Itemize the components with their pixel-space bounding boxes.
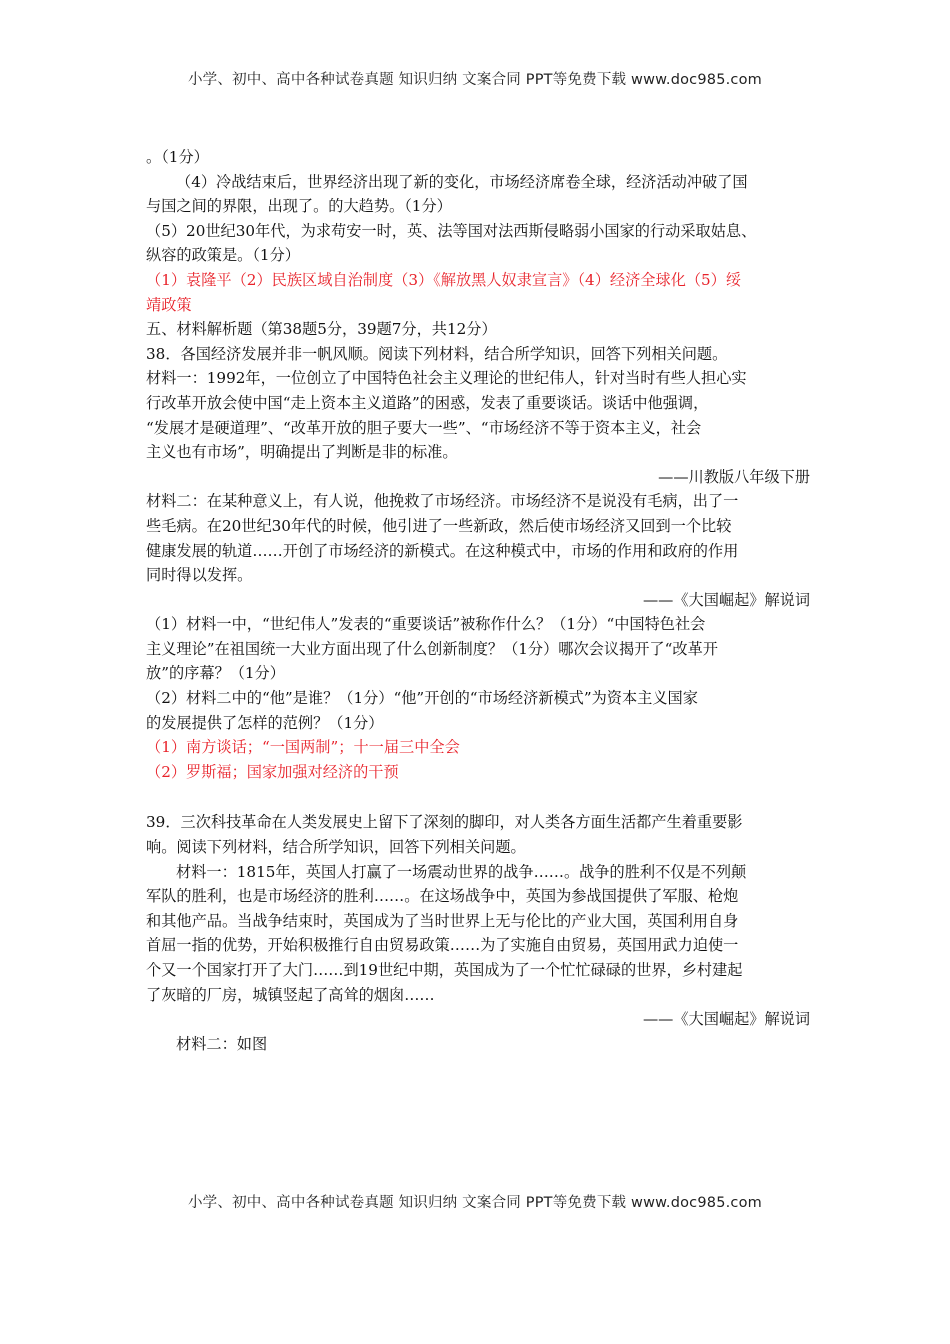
- material-two: 材料二：在某种意义上，有人说，他挽救了市场经济。市场经济不是说没有毛病，出了一: [146, 492, 739, 511]
- sub-question-2: （2）材料二中的“他”是谁？（1分）“他”开创的“市场经济新模式”为资本主义国家: [146, 689, 698, 708]
- question-5: （5）20世纪30年代，为求苟安一时，英、法等国对法西斯侵略弱小国家的行动采取姑息、: [146, 221, 757, 240]
- text-line: 。（1分）: [146, 148, 209, 166]
- text-line: 行改革开放会使中国“走上资本主义道路”的困惑，发表了重要谈话。谈话中他强调，: [146, 393, 709, 412]
- text-line: 放”的序幕？（1分）: [146, 664, 285, 683]
- question-39: 39．三次科技革命在人类发展史上留下了深刻的脚印，对人类各方面生活都产生着重要影: [146, 813, 743, 832]
- answer-line: （1）南方谈话；“一国两制”；十一届三中全会: [146, 738, 460, 757]
- text-line: “发展才是硬道理”、“改革开放的胆子要大一些”、“市场经济不等于资本主义，社会: [146, 418, 702, 437]
- page-header: 小学、初中、高中各种试卷真题 知识归纳 文案合同 PPT等免费下载 www.doc985.com: [187, 72, 763, 88]
- answer-line: （1）袁隆平（2）民族区域自治制度（3）《解放黑人奴隶宣言》（4）经济全球化（5）绥: [146, 270, 742, 289]
- text-line: 军队的胜利，也是市场经济的胜利……。在这场战争中，英国为参战国提供了军服、枪炮: [146, 887, 739, 906]
- section-heading: 五、材料解析题（第38题5分，39题7分，共12分）: [146, 320, 497, 339]
- text-line: 的发展提供了怎样的范例？（1分）: [146, 713, 384, 732]
- question-4: （4）冷战结束后，世界经济出现了新的变化，市场经济席卷全球，经济活动冲破了国: [176, 172, 748, 191]
- text-line: 健康发展的轨道……开创了市场经济的新模式。在这种模式中，市场的作用和政府的作用: [146, 541, 739, 560]
- text-line: 与国之间的界限，出现了。的大趋势。（1分）: [146, 197, 452, 216]
- text-line: 同时得以发挥。: [146, 566, 253, 585]
- text-line: 响。阅读下列材料，结合所学知识，回答下列相关问题。: [146, 838, 526, 857]
- question-38: 38．各国经济发展并非一帆风顺。阅读下列材料，结合所学知识，回答下列相关问题。: [146, 344, 728, 363]
- sub-question-1: （1）材料一中，“世纪伟人”发表的“重要谈话”被称作什么？（1分）“中国特色社会: [146, 615, 706, 634]
- text-line: 些毛病。在20世纪30年代的时候，他引进了一些新政，然后使市场经济又回到一个比较: [146, 516, 732, 535]
- text-line: 主义也有市场”，明确提出了判断是非的标准。: [146, 443, 458, 462]
- answer-line: 靖政策: [146, 295, 192, 314]
- answer-line: （2）罗斯福；国家加强对经济的干预: [146, 762, 399, 781]
- document-body: [146, 145, 810, 1056]
- text-line: 纵容的政策是。（1分）: [146, 246, 300, 265]
- text-line: 首屈一指的优势，开始积极推行自由贸易政策……为了实施自由贸易，英国用武力迫使一: [146, 936, 739, 955]
- spacer: [146, 784, 810, 810]
- text-line: 了灰暗的厂房，城镇竖起了高耸的烟囱……: [146, 985, 435, 1004]
- text-line: 个又一个国家打开了大门……到19世纪中期，英国成为了一个忙忙碌碌的世界，乡村建起: [146, 961, 743, 979]
- source-citation: ——川教版八年级下册: [658, 467, 810, 486]
- material-one: 材料一：1992年，一位创立了中国特色社会主义理论的世纪伟人，针对当时有些人担心实: [146, 369, 747, 388]
- source-citation: ——《大国崛起》解说词: [642, 590, 810, 609]
- material-two: 材料二：如图: [176, 1034, 268, 1053]
- material-one: 材料一：1815年，英国人打赢了一场震动世界的战争……。战争的胜利不仅是不列颠: [176, 862, 747, 881]
- source-citation: ——《大国崛起》解说词: [642, 1010, 810, 1029]
- text-line: 主义理论”在祖国统一大业方面出现了什么创新制度？（1分）哪次会议揭开了“改革开: [146, 639, 718, 658]
- page-footer: 小学、初中、高中各种试卷真题 知识归纳 文案合同 PPT等免费下载 www.doc985.com: [187, 1195, 763, 1211]
- text-line: 和其他产品。当战争结束时，英国成为了当时世界上无与伦比的产业大国，英国利用自身: [146, 911, 739, 930]
